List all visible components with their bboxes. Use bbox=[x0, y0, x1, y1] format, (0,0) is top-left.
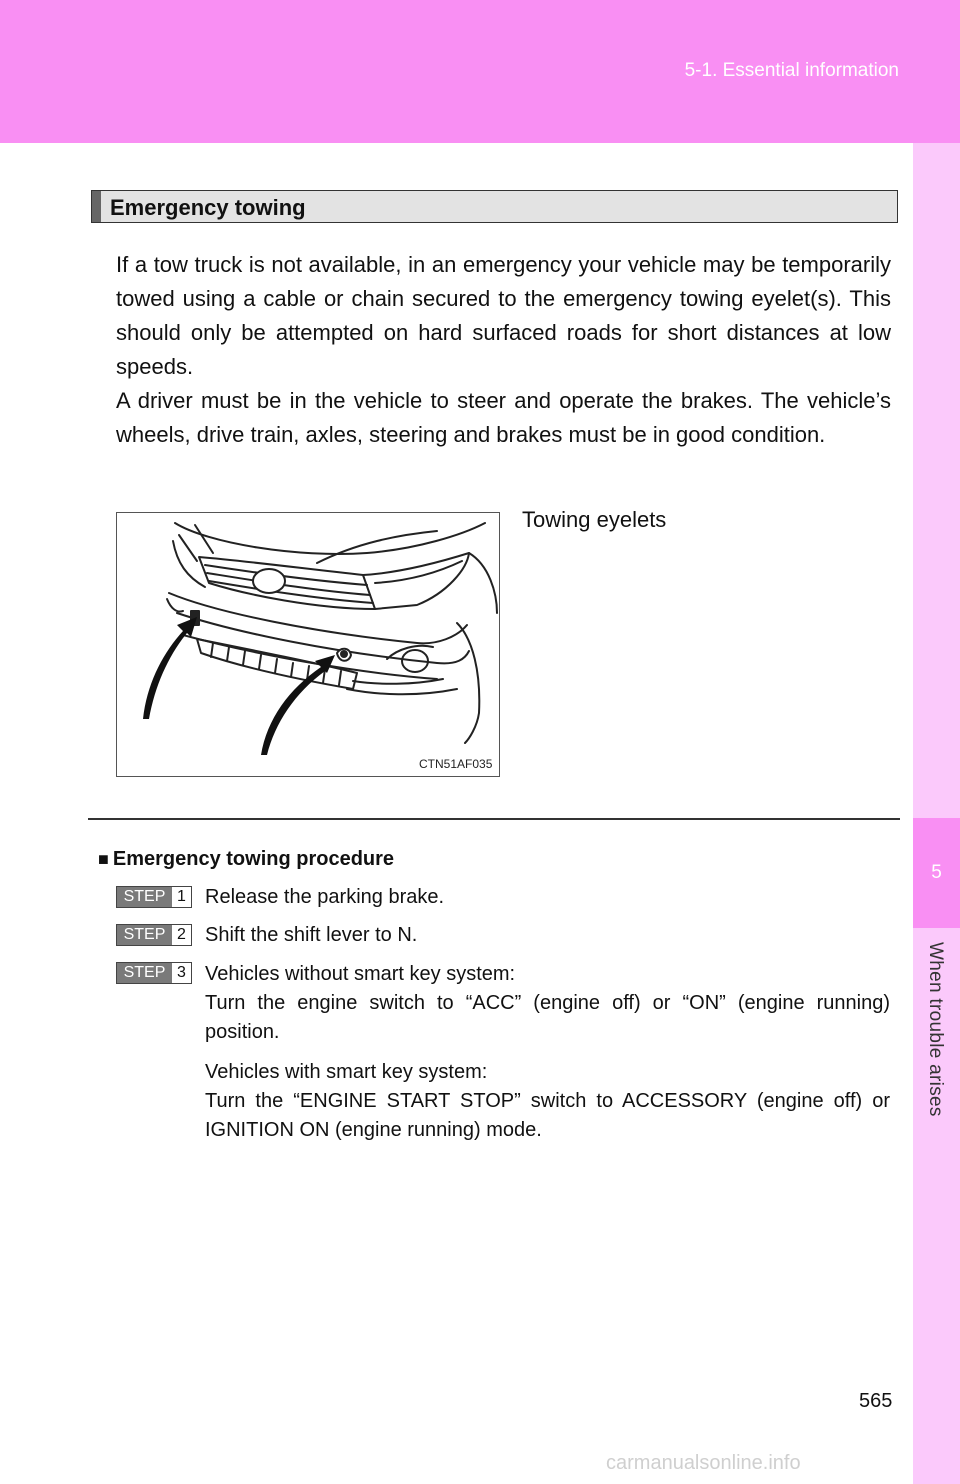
towing-eyelets-callout: Towing eyelets bbox=[522, 507, 667, 532]
step-number: 3 bbox=[172, 963, 191, 983]
section-heading-box bbox=[91, 190, 898, 223]
step-2-text: Shift the shift lever to N. bbox=[205, 924, 418, 946]
vehicle-front-drawing bbox=[117, 513, 499, 776]
section-divider bbox=[88, 818, 900, 820]
step-3-text-with-smart-key: Vehicles with smart key system: Turn the “ENGINE START STOP” switch to ACCESSORY (engine off) or IGNITION ON (engine running) mode. bbox=[205, 1061, 890, 1141]
towing-eyelets-illustration bbox=[116, 512, 500, 777]
driver-paragraph: A driver must be in the vehicle to steer and operate the brakes. The vehicle’s wheels, drive train, axles, steering and brakes must be in good condition. bbox=[116, 388, 891, 447]
intro-paragraph: If a tow truck is not available, in an emergency your vehicle may be temporarily towed using a cable or chain secured to the emergency towing eyelet(s). This should only be attempted on hard surfaced roads for short distances at low speeds. bbox=[116, 252, 891, 379]
chapter-title: When trouble arises bbox=[925, 942, 946, 1117]
step-word: STEP bbox=[117, 887, 172, 907]
section-heading: Emergency towing bbox=[110, 195, 306, 220]
page-number: 565 bbox=[859, 1390, 893, 1412]
step-word: STEP bbox=[117, 963, 172, 983]
procedure-heading bbox=[98, 848, 394, 871]
watermark: carmanualsonline.info bbox=[606, 1452, 801, 1474]
step-1-badge bbox=[116, 886, 192, 908]
step-3-badge bbox=[116, 962, 192, 984]
step-number: 2 bbox=[172, 925, 191, 945]
step-2-badge bbox=[116, 924, 192, 946]
step-1-text: Release the parking brake. bbox=[205, 886, 445, 908]
step-word: STEP bbox=[117, 925, 172, 945]
chapter-side-tab bbox=[913, 143, 960, 1484]
heading-accent-bar bbox=[92, 191, 101, 222]
chapter-number: 5 bbox=[931, 862, 942, 883]
step-3-text-without-smart-key: Vehicles without smart key system: Turn the engine switch to “ACC” (engine off) or “ON” (engine running) position. bbox=[205, 963, 890, 1043]
procedure-heading-text: Emergency towing procedure bbox=[112, 848, 395, 870]
step-number: 1 bbox=[172, 887, 191, 907]
section-label: 5-1. Essential information bbox=[684, 60, 899, 81]
figure-code: CTN51AF035 bbox=[419, 757, 493, 771]
square-bullet-icon: ■ bbox=[98, 849, 109, 869]
